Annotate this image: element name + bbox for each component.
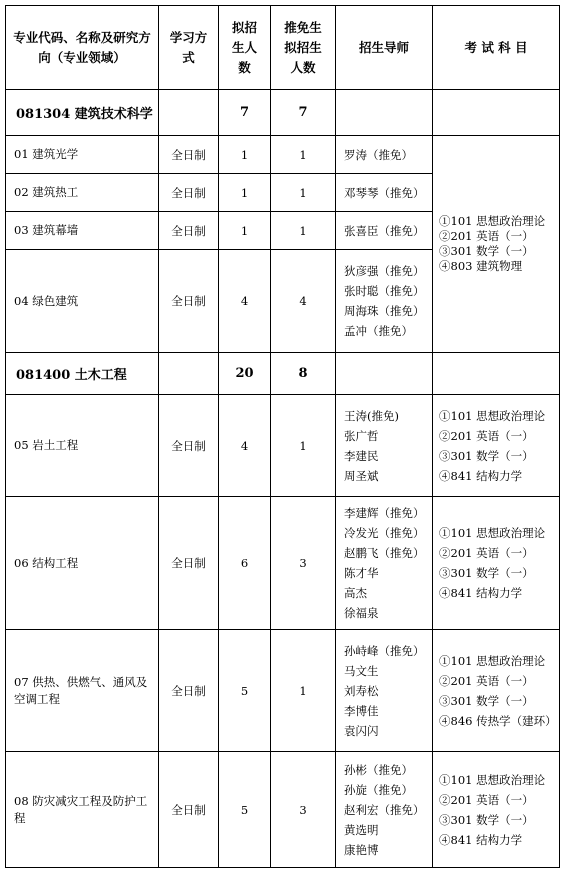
tutor-name: 马文生 xyxy=(344,663,379,678)
tutor-name: 高杰 xyxy=(344,586,367,600)
direction-name: 08 防灾减灾工程及防护工程 xyxy=(6,752,159,868)
tutor-name: 孙旋（推免） xyxy=(344,782,413,797)
tutor-list xyxy=(336,497,433,630)
tutor-name: 赵鹏飞（推免） xyxy=(344,546,425,560)
tutor-name: 冷发光（推免） xyxy=(344,526,425,540)
exam-subject: ①101 思想政治理论 xyxy=(439,526,546,540)
exam-subject: ②201 英语（一） xyxy=(439,792,534,807)
tutor-name: 康艳博 xyxy=(344,842,379,857)
tutor-name: 李建辉（推免） xyxy=(344,506,425,520)
exam-subject: ④841 结构力学 xyxy=(439,586,523,600)
tutor-name: 周海珠（推免） xyxy=(344,304,425,318)
exam-subject: ④803 建筑物理 xyxy=(439,259,523,273)
exempt-count: 1 xyxy=(271,174,336,212)
study-mode: 全日制 xyxy=(159,630,219,752)
exam-subject: ④841 结构力学 xyxy=(439,468,523,483)
tutor-name: 黄选明 xyxy=(344,822,379,837)
major-planned: 20 xyxy=(219,353,271,395)
study-mode: 全日制 xyxy=(159,174,219,212)
planned-count: 1 xyxy=(219,136,271,174)
exempt-count: 3 xyxy=(271,497,336,630)
study-mode: 全日制 xyxy=(159,752,219,868)
direction-name: 02 建筑热工 xyxy=(6,174,159,212)
exam-subjects xyxy=(433,497,560,630)
tutor-name: 李博佳 xyxy=(344,703,379,718)
table-row xyxy=(6,497,560,630)
header-mode: 学习方式 xyxy=(159,6,219,90)
major-title: 081400 土木工程 xyxy=(6,353,159,395)
exam-subject: ②201 英语（一） xyxy=(439,428,534,443)
tutor-name: 罗涛（推免） xyxy=(344,147,413,162)
exam-subject: ③301 数学（一） xyxy=(439,244,534,258)
table-row xyxy=(6,136,560,174)
exam-subjects xyxy=(433,752,560,868)
exam-subject: ③301 数学（一） xyxy=(439,812,534,827)
tutor-list xyxy=(336,212,433,250)
tutor-name: 张喜臣（推免） xyxy=(344,223,425,238)
exam-subject: ①101 思想政治理论 xyxy=(439,408,546,423)
exempt-count: 1 xyxy=(271,630,336,752)
major-title: 081304 建筑技术科学 xyxy=(6,90,159,136)
exam-subject: ④841 结构力学 xyxy=(439,832,523,847)
admissions-table xyxy=(5,5,560,868)
direction-name: 03 建筑幕墙 xyxy=(6,212,159,250)
tutor-list xyxy=(336,174,433,212)
major-exempt: 7 xyxy=(271,90,336,136)
tutor-name: 张时聪（推免） xyxy=(344,284,425,298)
exempt-count: 1 xyxy=(271,212,336,250)
exempt-count: 1 xyxy=(271,395,336,497)
study-mode: 全日制 xyxy=(159,136,219,174)
table-row xyxy=(6,752,560,868)
planned-count: 4 xyxy=(219,395,271,497)
exam-subjects xyxy=(433,136,560,353)
tutor-name: 刘寿松 xyxy=(344,683,379,698)
direction-name: 06 结构工程 xyxy=(6,497,159,630)
major-planned: 7 xyxy=(219,90,271,136)
tutor-name: 徐福泉 xyxy=(344,606,379,620)
header-planned: 拟招生人数 xyxy=(219,6,271,90)
direction-name: 04 绿色建筑 xyxy=(6,250,159,353)
exam-subject: ②201 英语（一） xyxy=(439,546,534,560)
tutor-name: 王涛(推免) xyxy=(344,408,399,423)
exam-subject: ②201 英语（一） xyxy=(439,229,534,243)
header-exams: 考 试 科 目 xyxy=(433,6,560,90)
study-mode: 全日制 xyxy=(159,497,219,630)
tutor-name: 赵利宏（推免） xyxy=(344,802,425,817)
exam-subject: ④846 传热学（建环） xyxy=(439,713,557,728)
planned-count: 4 xyxy=(219,250,271,353)
major-row xyxy=(6,353,560,395)
study-mode: 全日制 xyxy=(159,395,219,497)
tutor-list xyxy=(336,630,433,752)
exam-subject: ①101 思想政治理论 xyxy=(439,772,546,787)
tutor-name: 孟冲（推免） xyxy=(344,324,413,338)
exam-subject: ③301 数学（一） xyxy=(439,448,534,463)
planned-count: 5 xyxy=(219,630,271,752)
tutor-name: 孙峙峰（推免） xyxy=(344,643,425,658)
direction-name: 07 供热、供燃气、通风及空调工程 xyxy=(6,630,159,752)
planned-count: 5 xyxy=(219,752,271,868)
exempt-count: 3 xyxy=(271,752,336,868)
tutor-name: 周圣斌 xyxy=(344,468,379,483)
tutor-list xyxy=(336,250,433,353)
tutor-list xyxy=(336,136,433,174)
header-major: 专业代码、名称及研究方向（专业领域） xyxy=(6,6,159,90)
header-exempt: 推免生拟招生人数 xyxy=(271,6,336,90)
planned-count: 6 xyxy=(219,497,271,630)
tutor-name: 孙彬（推免） xyxy=(344,762,413,777)
major-exempt: 8 xyxy=(271,353,336,395)
tutor-name: 袁闪闪 xyxy=(344,723,379,738)
direction-name: 05 岩土工程 xyxy=(6,395,159,497)
direction-name: 01 建筑光学 xyxy=(6,136,159,174)
header-tutors: 招生导师 xyxy=(336,6,433,90)
major-row xyxy=(6,90,560,136)
tutor-name: 张广哲 xyxy=(344,428,379,443)
planned-count: 1 xyxy=(219,212,271,250)
table-row xyxy=(6,395,560,497)
exam-subjects xyxy=(433,630,560,752)
exam-subjects xyxy=(433,395,560,497)
study-mode: 全日制 xyxy=(159,212,219,250)
tutor-list xyxy=(336,395,433,497)
table-row xyxy=(6,630,560,752)
exam-subject: ③301 数学（一） xyxy=(439,566,534,580)
tutor-name: 邓琴琴（推免） xyxy=(344,185,425,200)
exam-subject: ①101 思想政治理论 xyxy=(439,653,546,668)
exempt-count: 4 xyxy=(271,250,336,353)
tutor-list xyxy=(336,752,433,868)
tutor-name: 狄彦强（推免） xyxy=(344,264,425,278)
exam-subject: ②201 英语（一） xyxy=(439,673,534,688)
tutor-name: 陈才华 xyxy=(344,566,379,580)
exam-subject: ①101 思想政治理论 xyxy=(439,214,546,228)
study-mode: 全日制 xyxy=(159,250,219,353)
exempt-count: 1 xyxy=(271,136,336,174)
header-row xyxy=(6,6,560,90)
exam-subject: ③301 数学（一） xyxy=(439,693,534,708)
planned-count: 1 xyxy=(219,174,271,212)
tutor-name: 李建民 xyxy=(344,448,379,463)
